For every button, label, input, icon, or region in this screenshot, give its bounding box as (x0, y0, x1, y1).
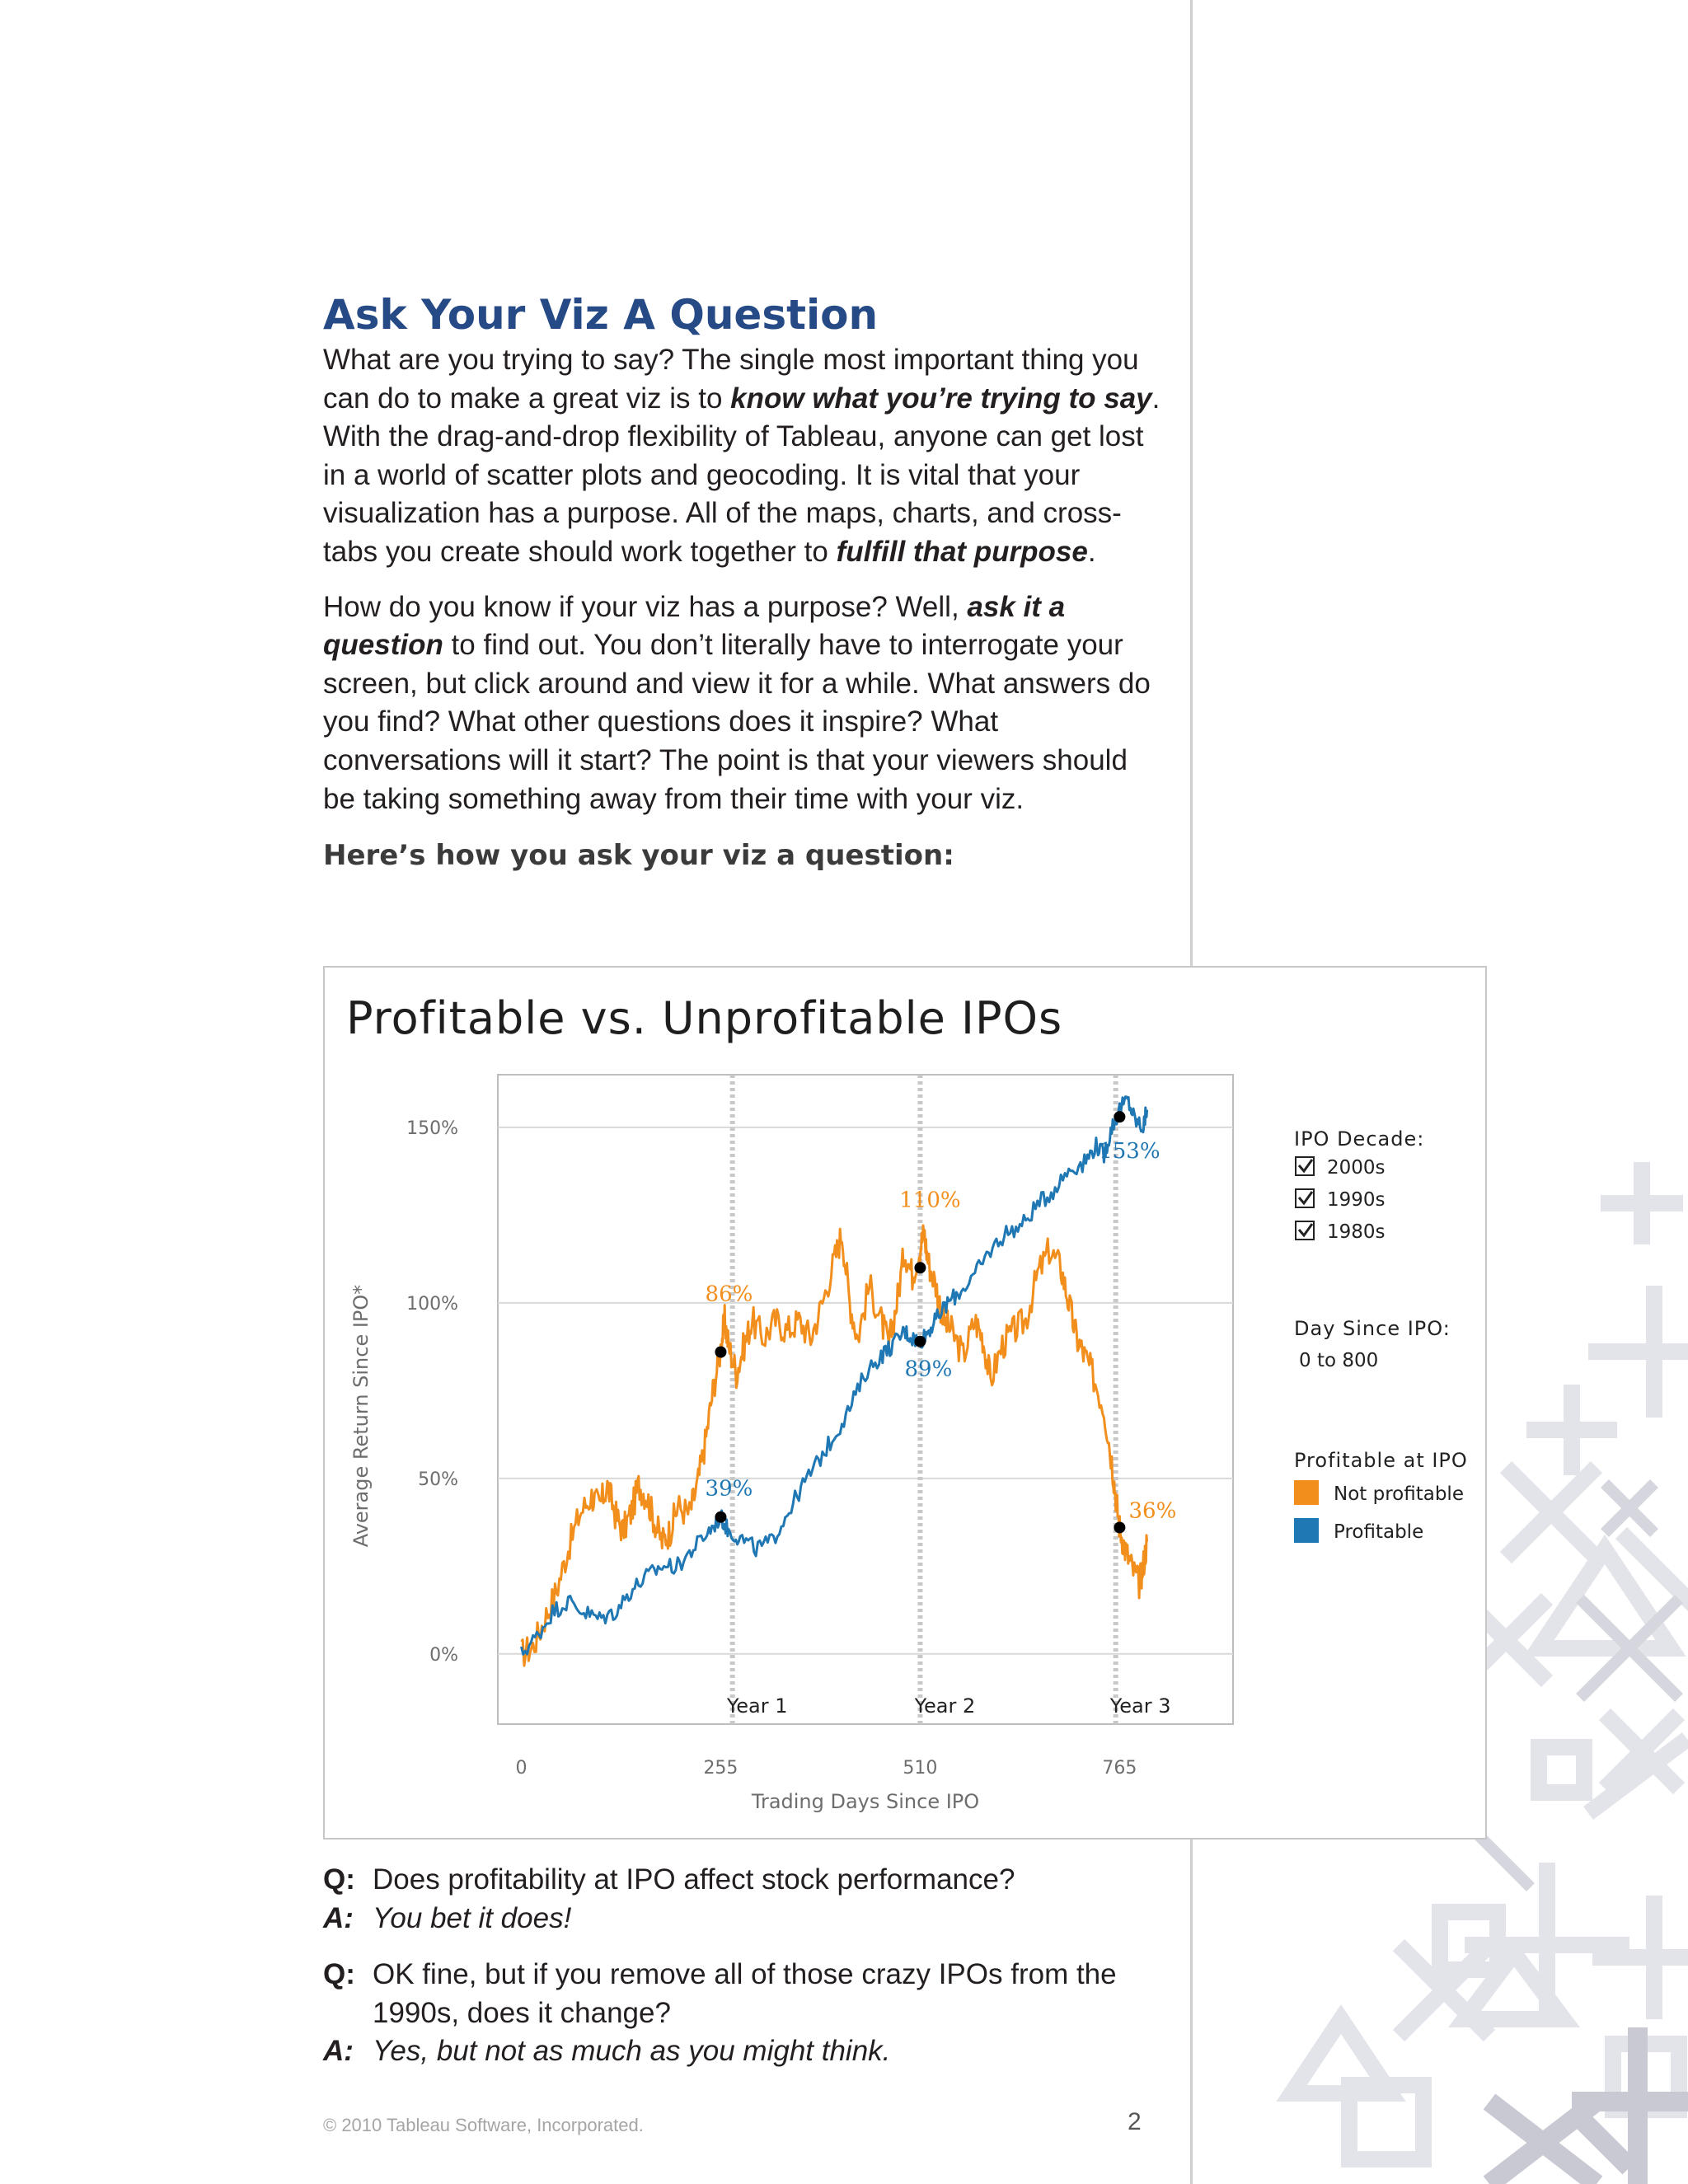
decade-label: 2000s (1327, 1157, 1386, 1179)
answer-2 (323, 2032, 1164, 2071)
answer-tag: A: (323, 2035, 354, 2068)
annotation-point (914, 1336, 926, 1347)
answer-tag: A: (323, 1901, 354, 1934)
x-tick-label: 765 (1102, 1758, 1137, 1779)
main-content (323, 288, 1164, 874)
legend-label: Profitable (1334, 1521, 1424, 1543)
copyright-footer: © 2010 Tableau Software, Incorporated. (323, 2115, 644, 2135)
annotation-label: 86% (705, 1282, 753, 1307)
y-tick-label: 150% (406, 1118, 458, 1139)
legend-swatch (1294, 1518, 1319, 1543)
answer-1 (323, 1900, 1164, 1938)
annotation-label: 89% (904, 1357, 953, 1382)
intro-text-2: . With the drag-and-drop flexibility of Tableau, anyone can get lost in a world of scatter plots and geocoding. It is vital that your visualization has a purpose. All of the maps, charts, and cross-tabs you create should work together to (323, 382, 1160, 568)
answer-text: You bet it does! (373, 1901, 572, 1934)
year-marker-label: Year 1 (726, 1694, 788, 1718)
annotation-point (1114, 1111, 1125, 1122)
section-subheading: Here’s how you ask your viz a question: (323, 839, 954, 873)
chart-panel (323, 966, 1487, 1840)
annotation-label: 153% (1099, 1139, 1160, 1165)
year-marker-label: Year 3 (1109, 1694, 1171, 1718)
y-tick-label: 50% (418, 1469, 458, 1490)
question-text: OK fine, but if you remove all of those crazy IPOs from the 1990s, does it change? (373, 1958, 1117, 2029)
page-heading: Ask Your Viz A Question (323, 291, 879, 339)
purpose-emphasis: ask it a question (323, 590, 1066, 662)
intro-text-1: What are you trying to say? The single most important thing you can do to make a great viz is to (323, 344, 1139, 415)
chart-title: Profitable vs. Unprofitable IPOs (346, 992, 1063, 1044)
x-axis-label: Trading Days Since IPO (751, 1790, 980, 1813)
decade-label: 1990s (1327, 1189, 1386, 1211)
decade-label: 1980s (1327, 1221, 1386, 1243)
annotation-label: 36% (1128, 1498, 1177, 1524)
annotation-point (1114, 1521, 1125, 1533)
y-axis-label: Average Return Since IPO* (349, 1284, 373, 1548)
question-tag: Q: (323, 1863, 355, 1896)
annotation-label: 39% (705, 1476, 753, 1502)
purpose-text-1: How do you know if your viz has a purpose? Well, (323, 590, 968, 623)
purpose-text-2: to find out. You don’t literally have to interrogate your screen, but click around and view it for a while. What answers do you find? What other questions does it inspire? What conversations will it start? The point is that your viewers should be taking something away from their time with your viz. (323, 629, 1151, 815)
question-text: Does profitability at IPO affect stock performance? (373, 1863, 1015, 1896)
annotation-point (715, 1511, 726, 1523)
qa-section (323, 1861, 1164, 2071)
x-tick-label: 510 (903, 1758, 938, 1779)
legend-label: Not profitable (1334, 1483, 1464, 1505)
x-tick-label: 255 (703, 1758, 738, 1779)
annotation-point (914, 1262, 926, 1273)
legend-swatch (1294, 1480, 1319, 1505)
y-tick-label: 100% (406, 1293, 458, 1315)
intro-paragraph (323, 341, 1164, 572)
question-1 (323, 1861, 1164, 1900)
annotation-label: 110% (899, 1188, 961, 1213)
legend-days-value: 0 to 800 (1299, 1350, 1379, 1371)
question-tag: Q: (323, 1958, 355, 1991)
ipo-line-chart (325, 968, 1485, 1838)
plot-frame (498, 1075, 1233, 1724)
question-2 (323, 1956, 1164, 2032)
annotation-point (715, 1346, 726, 1357)
intro-text-3: . (1087, 535, 1096, 568)
page-number: 2 (1128, 2108, 1142, 2135)
legend-profit-title: Profitable at IPO (1294, 1449, 1468, 1472)
legend-days-title: Day Since IPO: (1294, 1317, 1451, 1340)
intro-emphasis-1: know what you’re trying to say (730, 382, 1152, 415)
answer-text: Yes, but not as much as you might think. (373, 2035, 891, 2068)
intro-emphasis-2: fulfill that purpose (836, 535, 1088, 568)
purpose-paragraph (323, 588, 1164, 819)
year-marker-label: Year 2 (914, 1694, 976, 1718)
y-tick-label: 0% (429, 1644, 458, 1666)
legend-decade-title: IPO Decade: (1294, 1127, 1425, 1151)
x-tick-label: 0 (515, 1758, 528, 1779)
